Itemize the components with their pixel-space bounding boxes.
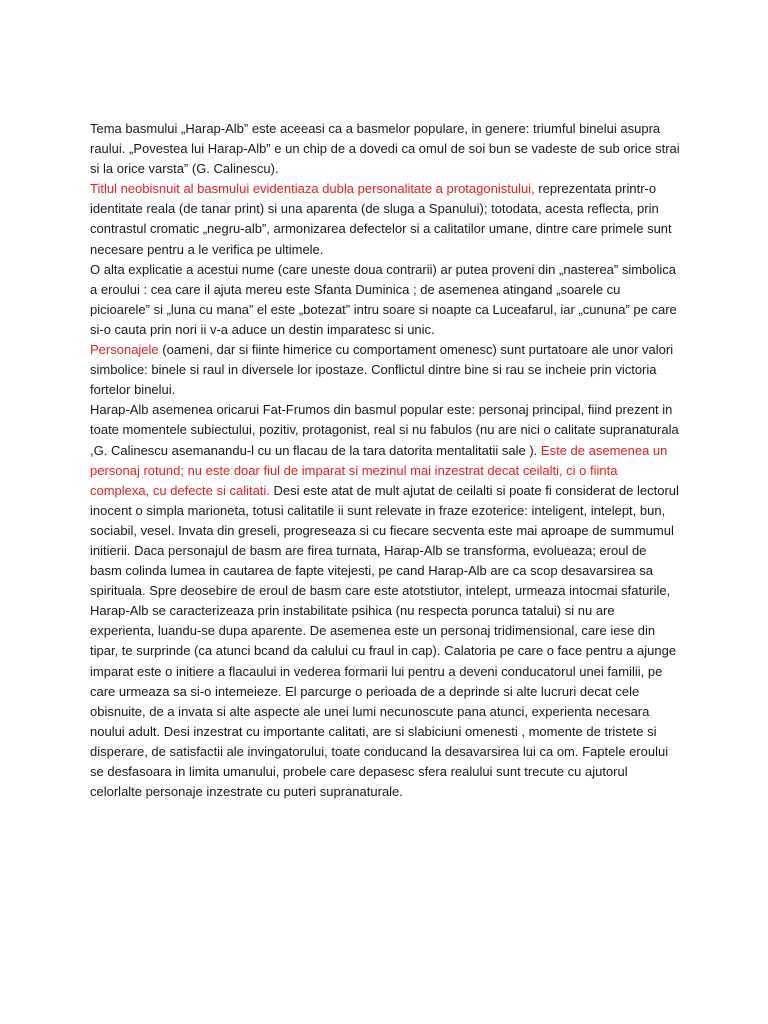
document-body [90,119,680,802]
highlighted-text: Titlul neobisnuit al basmului evidentiaza dubla personalitate a protagonistului, [90,181,535,197]
paragraph-theme [90,119,680,179]
highlighted-text: Este de asemenea un personaj rotund; nu este doar fiul de imparat si mezinul mai inzestrat decat ceilalti, ci o fiinta complexa, cu defecte si calitati. [90,442,668,498]
paragraph-text: reprezentata printr-o identitate reala (de tanar print) si una aparenta (de sluga a Spanului); totodata, acesta reflecta, prin contrastul cromatic „negru-alb”, armonizarea defectelor si a calitatilor umane, dintre care primele sunt necesare pentru a le verifica pe ultimele. [90,181,672,257]
paragraph-name-explanation [90,260,680,340]
paragraph-text: Desi este atat de mult ajutat de ceilalti si poate fi considerat de lectorul inocent o simpla marioneta, totusi calitatile ii sunt relevate in fraze ezoterice: inteligent, intelept, bun, sociabil, vesel. Invata din greseli, progreseaza si cu fiecare secventa este mai aproape de summumul initierii. Daca personajul de basm are firea turnata, Harap-Alb se transforma, evolueaza; eroul de basm colinda lumea in cautarea de fapte vitejesti, pe cand Harap-Alb are ca scop desavarsirea sa spirituala. Spre deosebire de eroul de basm care este atotstiutor, intelept, urmeaza intocmai sfaturile, Harap-Alb se caracterizeaza prin instabilitate psihica (nu respecta porunca tatalui) si nu are experienta, luandu-se dupa aparente. De asemenea este un personaj tridimensional, care iese din tipar, te surprinde (ca atunci bcand da calului cu fraul in cap). Calatoria pe care o face pentru a ajunge imparat este o initiere a flacaului in vederea formarii lui pentru a deveni conducatorul unei familii, pe care urmeaza sa si-o intemeieze. El parcurge o perioada de a deprinde si alte lucruri decat cele obisnuite, de a invata si alte aspecte ale unei lumi necunoscute pana atunci, experienta necesara noului adult. Desi inzestrat cu importante calitati, are si slabiciuni omenesti , momente de tristete si disperare, de satisfactii ale invingatorului, toate conducand la desavarsirea lui ca om. Faptele eroului se desfasoara in limita umanului, probele care depasesc sfera realului sunt trecute cu ajutorul celorlalte personaje inzestrate cu puteri supranaturale. [90,482,679,800]
paragraph-text: O alta explicatie a acestui nume (care uneste doua contrarii) ar putea proveni din „nasterea” simbolica a eroului : cea care il ajuta mereu este Sfanta Duminica ; de asemenea atingand „soarele cu picioarele” si „luna cu mana” el este „botezat” intru soare si noapte ca Luceafarul, iar „cununa” pe care si-o cauta prin nori ii v-a aduce un destin imparatesc si unic. [90,261,677,337]
highlighted-text: Personajele [90,342,159,358]
paragraph-harap-alb [90,400,680,802]
paragraph-characters [90,340,680,400]
paragraph-text: Harap-Alb asemenea oricarui Fat-Frumos din basmul popular este: personaj principal, fiind prezent in toate momentele subiectului, pozitiv, protagonist, real si nu fabulos (nu are nici o calitate supranaturala ,G. Calinescu asemanandu-l cu un flacau de la tara datorita mentalitatii sale ). [90,402,679,458]
paragraph-text: (oameni, dar si fiinte himerice cu comportament omenesc) sunt purtatoare ale unor valori simbolice: binele si raul in diversele lor ipostaze. Conflictul dintre bine si rau se incheie prin victoria fortelor binelui. [90,342,674,398]
paragraph-text: Tema basmului „Harap-Alb” este aceeasi ca a basmelor populare, in genere: triumful binelui asupra raului. „Povestea lui Harap-Alb” e un chip de a dovedi ca omul de soi bun se vadeste de sub orice strai si la orice varsta” (G. Calinescu). [90,121,680,177]
paragraph-title [90,179,680,259]
